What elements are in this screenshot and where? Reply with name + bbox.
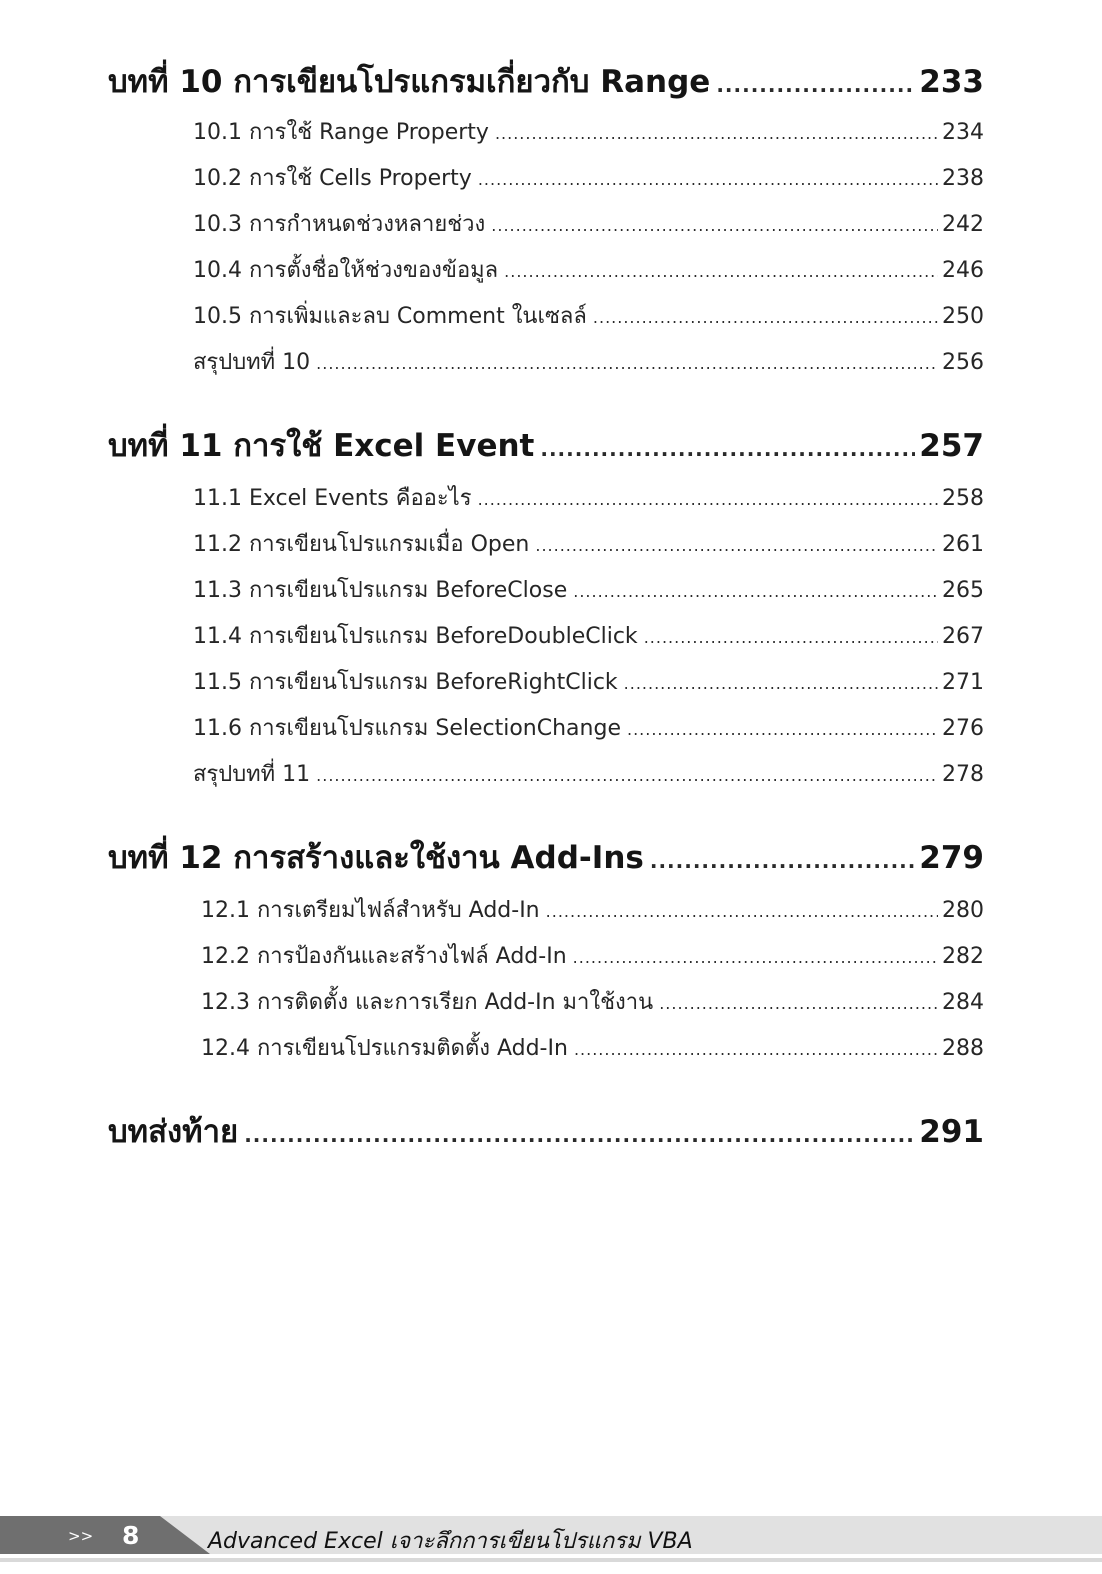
toc-section-12-4[interactable] [201,1030,984,1064]
section-title: 10.5 การเพิ่มและลบ Comment ในเซลล์ [193,304,587,329]
section-title: 10.4 การตั้งชื่อให้ช่วงของข้อมูล [193,258,499,283]
section-page: 282 [942,944,984,969]
chapter-title: บทส่งท้าย [108,1114,239,1150]
section-page: 267 [942,624,984,649]
toc-chapter-10[interactable] [108,56,984,106]
dot-leader [716,73,915,97]
dot-leader [316,766,938,785]
chapter-title: บทที่ 10 การเขียนโปรแกรมเกี่ยวกับ Range [108,64,711,100]
dot-leader [478,490,938,509]
toc-section-10-2[interactable] [193,160,984,194]
dot-leader [627,720,938,739]
chapter-title: บทที่ 12 การสร้างและใช้งาน Add-Ins [108,840,644,876]
toc-section-10-3[interactable] [193,206,984,240]
toc-section-12-2[interactable] [201,938,984,972]
section-title: 11.2 การเขียนโปรแกรมเมื่อ Open [193,532,530,557]
toc-section-11-3[interactable] [193,572,984,606]
page-footer [0,1514,1102,1560]
section-page: 234 [942,120,984,145]
section-page: 256 [942,350,984,375]
chapter-page: 291 [919,1114,984,1150]
toc-chapter-12[interactable] [108,832,984,882]
section-title: 12.2 การป้องกันและสร้างไฟล์ Add-In [201,944,567,969]
section-page: 238 [942,166,984,191]
dot-leader [540,437,915,461]
toc-chapter-11[interactable] [108,420,984,470]
section-title: สรุปบทที่ 11 [193,762,311,787]
section-page: 261 [942,532,984,557]
chapter-title: บทที่ 11 การใช้ Excel Event [108,428,535,464]
toc-section-10-4[interactable] [193,252,984,286]
toc-section-12-3[interactable] [201,984,984,1018]
toc-summary-10[interactable] [193,344,984,378]
toc-section-11-2[interactable] [193,526,984,560]
toc-section-12-1[interactable] [201,892,984,926]
dot-leader [478,170,938,189]
dot-leader [624,674,938,693]
chapter-page: 279 [919,840,984,876]
section-title: 12.4 การเขียนโปรแกรมติดตั้ง Add-In [201,1036,568,1061]
dot-leader [593,308,938,327]
dot-leader [244,1123,915,1147]
dot-leader [316,354,938,373]
section-page: 250 [942,304,984,329]
running-book-title: Advanced Excel เจาะลึกการเขียนโปรแกรม VBA [208,1529,693,1554]
section-page: 288 [942,1036,984,1061]
section-title: 11.1 Excel Events คืออะไร [193,486,472,511]
dot-leader [504,262,938,281]
section-page: 276 [942,716,984,741]
toc-section-11-6[interactable] [193,710,984,744]
section-page: 271 [942,670,984,695]
toc-section-10-5[interactable] [193,298,984,332]
toc-section-11-5[interactable] [193,664,984,698]
section-title: 11.6 การเขียนโปรแกรม SelectionChange [193,716,621,741]
footer-divider [0,1558,1102,1562]
dot-leader [491,216,938,235]
section-title: 11.4 การเขียนโปรแกรม BeforeDoubleClick [193,624,638,649]
chapter-page: 233 [919,64,984,100]
section-title: 12.1 การเตรียมไฟล์สำหรับ Add-In [201,898,540,923]
dot-leader [573,948,938,967]
section-page: 278 [942,762,984,787]
dot-leader [574,1040,938,1059]
section-page: 265 [942,578,984,603]
section-page: 280 [942,898,984,923]
section-title: 12.3 การติดตั้ง และการเรียก Add-In มาใช้งาน [201,990,654,1015]
section-title: 10.1 การใช้ Range Property [193,120,489,145]
toc-section-10-1[interactable] [193,114,984,148]
dot-leader [495,124,938,143]
dot-leader [573,582,938,601]
section-page: 258 [942,486,984,511]
section-title: 10.3 การกำหนดช่วงหลายช่วง [193,212,486,237]
chapter-page: 257 [919,428,984,464]
dot-leader [659,994,938,1013]
dot-leader [644,628,938,647]
dot-leader [546,902,938,921]
section-page: 242 [942,212,984,237]
double-arrow-icon: >> [68,1527,94,1545]
toc-summary-11[interactable] [193,756,984,790]
page-number: 8 [122,1521,140,1550]
section-title: สรุปบทที่ 10 [193,350,311,375]
section-title: 11.5 การเขียนโปรแกรม BeforeRightClick [193,670,618,695]
dot-leader [650,849,915,873]
toc-section-11-1[interactable] [193,480,984,514]
section-title: 11.3 การเขียนโปรแกรม BeforeClose [193,578,568,603]
section-page: 284 [942,990,984,1015]
toc-epilogue[interactable] [108,1106,984,1156]
dot-leader [535,536,938,555]
section-page: 246 [942,258,984,283]
toc-section-11-4[interactable] [193,618,984,652]
section-title: 10.2 การใช้ Cells Property [193,166,472,191]
